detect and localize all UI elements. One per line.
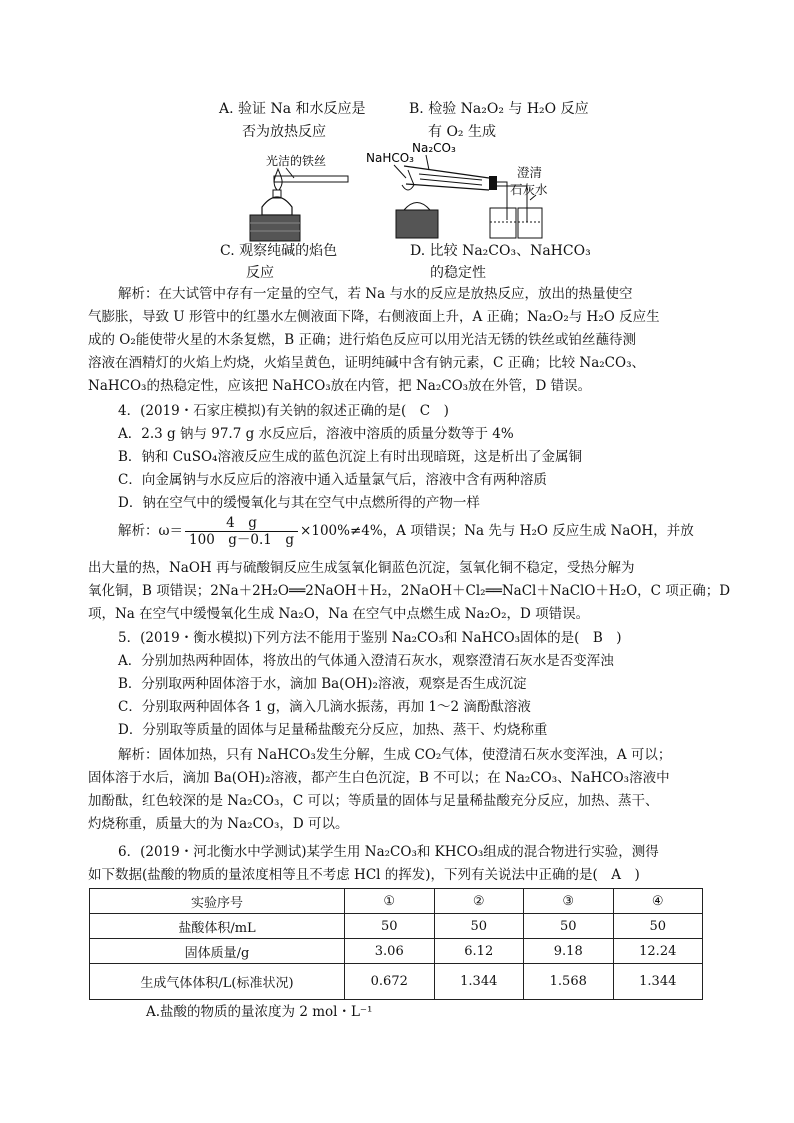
- limewater-label-2: 石灰水: [510, 182, 548, 197]
- limewater-label-1: 澄清: [517, 165, 543, 180]
- table-cell: 6.12: [434, 939, 524, 964]
- mass-fraction: [185, 515, 298, 548]
- option-c-caption-line2: 反应: [246, 265, 274, 281]
- q4-option-b: B．钠和 CuSO₄溶液反应生成的蓝色沉淀上有时出现暗斑，这是析出了金属铜: [118, 449, 582, 465]
- q4-analysis-formula-line: [118, 515, 694, 548]
- table-row: [90, 914, 703, 939]
- table-header-cell: ④: [613, 889, 703, 914]
- q5-option-d: D．分别取等质量的固体与足量稀盐酸充分反应，加热、蒸干、灼烧称重: [118, 722, 548, 738]
- q6-stem-line1: 6．(2019・河北衡水中学测试)某学生用 Na₂CO₃和 KHCO₃组成的混合物进行实验，测得: [118, 844, 659, 860]
- table-header-cell: ③: [524, 889, 614, 914]
- option-b-caption-line2: 有 O₂ 生成: [428, 124, 496, 140]
- table-cell: 1.344: [613, 964, 703, 1000]
- q5-analysis: [88, 744, 708, 836]
- table-header-row: [90, 889, 703, 914]
- q5-option-b: B．分别取两种固体溶于水，滴加 Ba(OH)₂溶液，观察是否生成沉淀: [118, 676, 527, 692]
- table-cell: 50: [524, 914, 614, 939]
- fraction-numerator: 4 g: [185, 515, 298, 532]
- table-cell: 1.344: [434, 964, 524, 1000]
- q5-analysis-line: 灼烧称重，质量大的为 Na₂CO₃，D 可以。: [88, 816, 349, 832]
- table-cell: 50: [434, 914, 524, 939]
- q4-analysis-line: 出大量的热，NaOH 再与硫酸铜反应生成氢氧化铜蓝色沉淀，氢氧化铜不稳定，受热分解为: [88, 560, 635, 576]
- q4-option-d: D．钠在空气中的缓慢氧化与其在空气中点燃所得的产物一样: [118, 495, 480, 511]
- q5-analysis-line: 解析：固体加热，只有 NaHCO₃发生分解，生成 CO₂气体，使澄清石灰水变浑浊，A 可以；: [118, 747, 672, 763]
- table-header-cell: ①: [345, 889, 435, 914]
- nahco3-label: NaHCO₃: [366, 151, 414, 165]
- table-cell: 12.24: [613, 939, 703, 964]
- q4-option-a: A．2.3 g 钠与 97.7 g 水反应后，溶液中溶质的质量分数等于 4%: [118, 426, 514, 442]
- analysis-q3-line: NaHCO₃的热稳定性，应该把 NaHCO₃放在内管，把 Na₂CO₃放在外管，D 错误。: [88, 378, 592, 394]
- flame-test-figure: [236, 145, 356, 245]
- option-c-caption-line1: C. 观察纯碱的焰色: [220, 243, 338, 259]
- analysis-q3-line: 解析：在大试管中存有一定量的空气，若 Na 与水的反应是放热反应，放出的热量使空: [118, 286, 633, 302]
- analysis-q3-line: 成的 O₂能使带火星的木条复燃，B 正确；进行焰色反应可以用光洁无锈的铁丝或铂丝蘸待测: [88, 332, 636, 348]
- option-a-caption-line2: 否为放热反应: [242, 124, 326, 140]
- q4-analysis-line: 氧化铜，B 项错误；2Na＋2H₂O══2NaOH＋H₂，2NaOH＋Cl₂══NaCl＋NaClO＋H₂O，C 项正确；D: [88, 583, 731, 599]
- na2co3-label: Na₂CO₃: [412, 141, 456, 155]
- q4-analysis-suffix: ×100%≠4%，A 项错误；Na 先与 H₂O 反应生成 NaOH，并放: [300, 523, 694, 539]
- q5-option-c: C．分别取两种固体各 1 g，滴入几滴水振荡，再加 1～2 滴酚酞溶液: [118, 699, 531, 715]
- table-row: [90, 939, 703, 964]
- analysis-q3-line: 气膨胀，导致 U 形管中的红墨水左侧液面下降，右侧液面上升，A 正确；Na₂O₂与 H₂O 反应生: [88, 309, 660, 325]
- q4-option-c: C．向金属钠与水反应后的溶液中通入适量氯气后，溶液中含有两种溶质: [118, 472, 547, 488]
- experiment-data-table: [89, 888, 703, 1000]
- table-cell: 1.568: [524, 964, 614, 1000]
- q5-analysis-line: 加酚酞，红色较深的是 Na₂CO₃，C 可以；等质量的固体与足量稀盐酸充分反应，加热、蒸干、: [88, 793, 659, 809]
- table-cell: 固体质量/g: [90, 939, 345, 964]
- q5-stem: 5．(2019・衡水模拟)下列方法不能用于鉴别 Na₂CO₃和 NaHCO₃固体的是( B ): [118, 630, 622, 646]
- analysis-q3-line: 溶液在酒精灯的火焰上灼烧，火焰呈黄色，证明纯碱中含有钠元素，C 正确；比较 Na₂CO₃、: [88, 355, 645, 371]
- table-row: [90, 964, 703, 1000]
- table-header-cell: ②: [434, 889, 524, 914]
- analysis-q3: [88, 283, 708, 398]
- q6-stem-line2: 如下数据(盐酸的物质的量浓度相等且不考虑 HCl 的挥发)，下列有关说法中正确的是( A ): [88, 867, 640, 883]
- question-6: [88, 841, 708, 887]
- table-cell: 盐酸体积/mL: [90, 914, 345, 939]
- table-cell: 50: [613, 914, 703, 939]
- table-header-cell: 实验序号: [90, 889, 345, 914]
- wire-label: 光洁的铁丝: [266, 154, 327, 168]
- option-d-caption-line1: D. 比较 Na₂CO₃、NaHCO₃: [410, 243, 591, 259]
- question-5: [118, 627, 678, 742]
- table-cell: 生成气体体积/L(标准状况): [90, 964, 345, 1000]
- q4-analysis: [88, 557, 731, 626]
- option-b-caption-line1: B. 检验 Na₂O₂ 与 H₂O 反应: [409, 101, 589, 117]
- table-cell: 9.18: [524, 939, 614, 964]
- table-cell: 0.672: [345, 964, 435, 1000]
- q5-analysis-line: 固体溶于水后，滴加 Ba(OH)₂溶液，都产生白色沉淀，B 不可以；在 Na₂CO₃、NaHCO₃溶液中: [88, 770, 670, 786]
- option-d-caption-line2: 的稳定性: [430, 265, 486, 281]
- q4-analysis-prefix: 解析：ω＝: [118, 523, 184, 539]
- q5-option-a: A．分别加热两种固体，将放出的气体通入澄清石灰水，观察澄清石灰水是否变浑浊: [118, 653, 614, 669]
- q6-option-a: A.盐酸的物质的量浓度为 2 mol・L⁻¹: [146, 1004, 373, 1020]
- q4-stem: 4．(2019・石家庄模拟)有关钠的叙述正确的是( C ): [118, 403, 449, 419]
- table-cell: 3.06: [345, 939, 435, 964]
- question-4: [118, 400, 678, 515]
- option-a-caption-line1: A. 验证 Na 和水反应是: [219, 101, 366, 117]
- table-cell: 50: [345, 914, 435, 939]
- fraction-denominator: 100 g－0.1 g: [189, 532, 295, 548]
- q4-analysis-line: 项，Na 在空气中缓慢氧化生成 Na₂O，Na 在空气中点燃生成 Na₂O₂，D 项错误。: [88, 606, 590, 622]
